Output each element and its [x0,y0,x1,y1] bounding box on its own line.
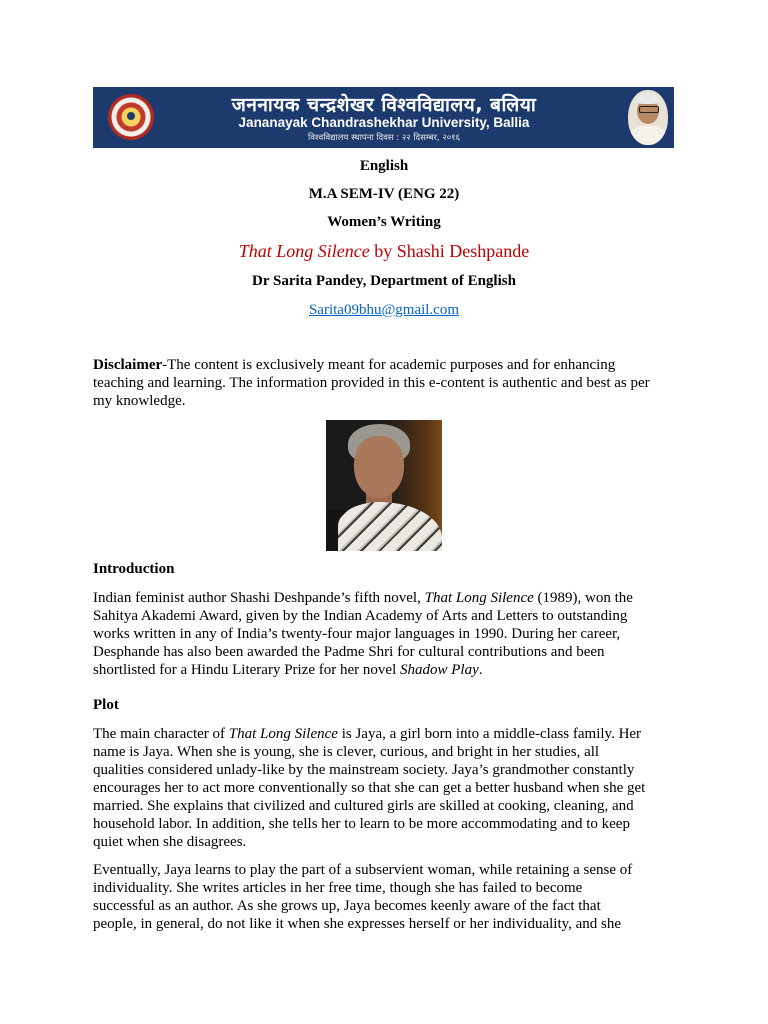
banner-hindi-name: जननायक चन्द्रशेखर विश्वविद्यालय, बलिया [231,94,537,116]
novel-title: That Long Silence [238,241,370,261]
disclaimer-line: teaching and learning. The information provided in this e-content is authentic and best as per [93,375,650,391]
intro-line: Sahitya Akademi Award, given by the Indian Academy of Arts and Letters to outstanding [93,608,628,624]
plot-line: individuality. She writes articles in her free time, though she has failed to become [93,880,583,896]
intro-text: . [478,662,483,678]
plot-paragraph-2 [93,861,675,933]
intro-italic-title: That Long Silence [424,590,534,606]
introduction-heading: Introduction [93,561,175,577]
banner-english-name: Jananayak Chandrashekhar University, Ballia [238,115,530,130]
plot-line: encourages her to act more conventionally so that she can get a better husband when she get [93,780,646,796]
intro-line: works written in any of India’s twenty-four major languages in 1990. During her career, [93,626,621,642]
plot-italic-title: That Long Silence [228,726,338,742]
novel-author: by Shashi Deshpande [369,241,530,261]
email-link[interactable]: Sarita09bhu@gmail.com [308,302,460,318]
paper-heading: Women’s Writing [327,214,441,230]
disclaimer-paragraph [93,356,675,410]
plot-line: married. She explains that civilized and cultured girls are skilled at cooking, cleaning, and [93,798,634,814]
university-seal-logo [108,94,154,140]
disclaimer-line: -The content is exclusively meant for academic purposes and for enhancing [162,357,616,373]
plot-text: The main character of [93,726,229,742]
intro-italic-title: Shadow Play [400,662,479,678]
founder-portrait [628,90,668,145]
plot-paragraph-1 [93,725,675,851]
author-line: Dr Sarita Pandey, Department of English [252,273,516,289]
intro-text: (1989), won the [533,590,633,606]
intro-line: Desphande has also been awarded the Padme Shri for cultural contributions and been [93,644,605,660]
course-heading: M.A SEM-IV (ENG 22) [308,186,460,202]
disclaimer-label: Disclaimer [93,357,163,373]
introduction-paragraph [93,589,675,679]
email-line [0,301,768,319]
intro-text: shortlisted for a Hindu Literary Prize for her novel [93,662,400,678]
plot-line: qualities considered unlady-like by the mainstream society. Jaya’s grandmother constantly [93,762,635,778]
intro-text: Indian feminist author Shashi Deshpande’s fifth novel, [93,590,425,606]
plot-heading: Plot [93,697,119,713]
plot-line: quiet when she disagrees. [93,834,247,850]
disclaimer-line: my knowledge. [93,393,186,409]
plot-line: successful as an author. As she grows up, Jaya becomes keenly aware of the fact that [93,898,601,914]
author-photo [326,420,442,551]
document-title [0,241,768,262]
university-banner [93,87,674,148]
plot-text: is Jaya, a girl born into a middle-class family. Her [337,726,642,742]
plot-line: people, in general, do not like it when she expresses herself or her individuality, and she [93,916,622,932]
plot-line: Eventually, Jaya learns to play the part of a subservient woman, while retaining a sense of [93,862,633,878]
plot-line: name is Jaya. When she is young, she is clever, curious, and bright in her studies, all [93,744,600,760]
plot-line: household labor. In addition, she tells her to learn to be more accommodating and to keep [93,816,630,832]
banner-established-date: विश्वविद्यालय स्थापना दिवस : २२ दिसम्बर, २०१६ [308,133,460,143]
subject-heading: English [359,158,409,174]
